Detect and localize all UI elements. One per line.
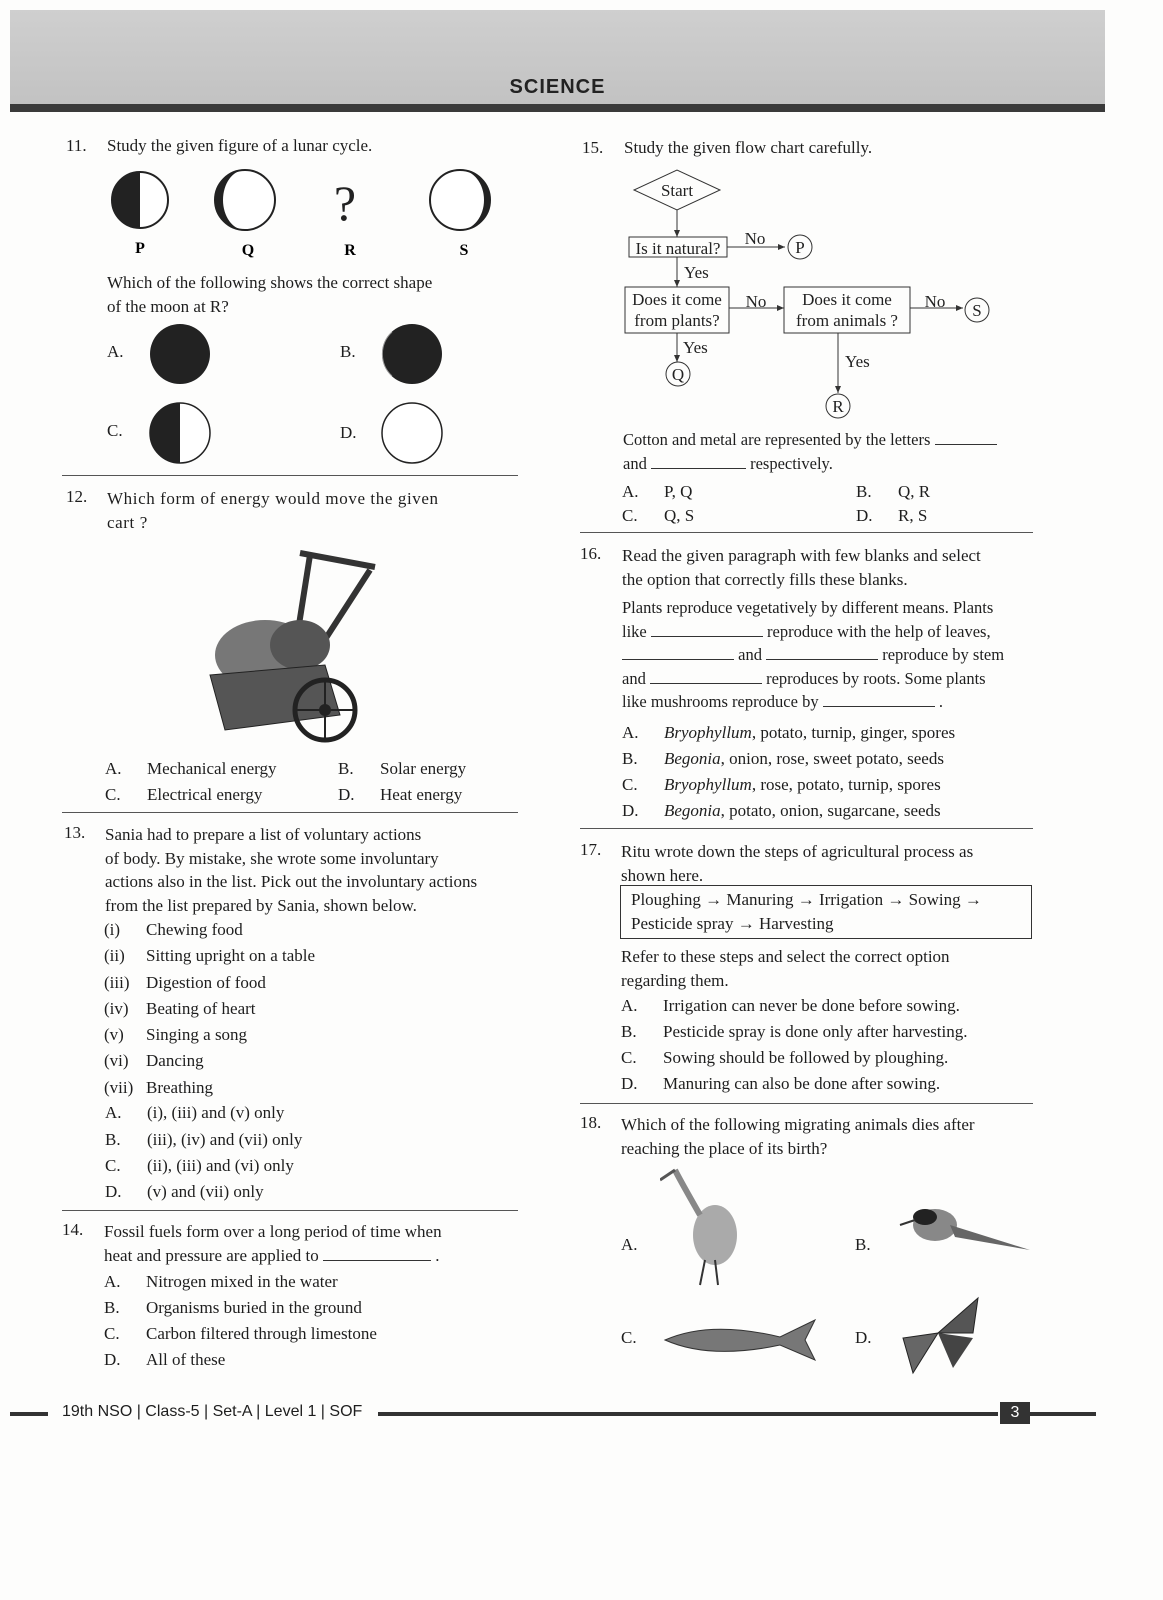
divider — [62, 1210, 518, 1211]
q13-question: Sania had to prepare a list of voluntary actions of body. By mistake, she wrote some involuntary actions also in the list. Pick out the involuntary actions from the list prepared by Sania, shown below. — [105, 825, 478, 915]
q14-number: 14. — [62, 1220, 84, 1239]
q17-option-b[interactable]: B. Pesticide spray is done only after harvesting. — [621, 1022, 968, 1041]
q17-option-c[interactable]: C. Sowing should be followed by ploughing. — [621, 1048, 949, 1067]
q14-option-c[interactable]: C. Carbon filtered through limestone — [104, 1324, 377, 1343]
lunar-cycle-figure — [100, 165, 520, 265]
q15-question: Cotton and metal are represented by the letters and respectively. — [623, 428, 997, 476]
q18-question: Which of the following migrating animals dies after reaching the place of its birth? — [621, 1115, 975, 1158]
q16-option-d[interactable]: D. Begonia, potato, onion, sugarcane, seeds — [622, 801, 941, 820]
label-s: S — [459, 242, 469, 259]
label-r: R — [344, 242, 356, 259]
svg-text:Yes: Yes — [684, 263, 709, 282]
q18-number: 18. — [580, 1113, 602, 1132]
q14-option-a[interactable]: A. Nitrogen mixed in the water — [104, 1272, 338, 1291]
egret-image — [660, 1160, 750, 1290]
q16-question: Read the given paragraph with few blanks and select the option that correctly fills these blanks. — [622, 546, 981, 589]
q18-option-b[interactable]: B. — [855, 1235, 871, 1254]
moon-option-a — [148, 322, 212, 386]
q17-option-a[interactable]: A. Irrigation can never be done before sowing. — [621, 996, 960, 1015]
divider — [580, 532, 1033, 533]
q12-question: Which form of energy would move the given cart ? — [107, 489, 439, 532]
footer — [10, 1402, 1100, 1426]
q13-option-c[interactable]: C. (ii), (iii) and (vi) only — [105, 1156, 294, 1175]
q18-option-d[interactable]: D. — [855, 1328, 872, 1347]
cart-image — [195, 545, 385, 750]
svg-text:S: S — [972, 301, 982, 320]
moon-s — [430, 170, 490, 230]
svg-text:No: No — [744, 229, 766, 248]
q17-option-d[interactable]: D. Manuring can also be done after sowing. — [621, 1074, 941, 1093]
q14-option-b[interactable]: B. Organisms buried in the ground — [104, 1298, 362, 1317]
q11-number: 11. — [66, 136, 87, 155]
q12-option-a[interactable]: A. Mechanical energy — [105, 759, 277, 778]
svg-text:from plants?: from plants? — [634, 311, 720, 330]
q15-option-b[interactable]: B. Q, R — [856, 482, 931, 501]
svg-text:Does it come: Does it come — [802, 290, 892, 309]
q12-option-c[interactable]: C. Electrical energy — [105, 785, 263, 804]
q13-option-d[interactable]: D. (v) and (vii) only — [105, 1182, 264, 1201]
q11-question: Which of the following shows the correct shape of the moon at R? — [107, 273, 433, 316]
svg-text:Does it come: Does it come — [632, 290, 722, 309]
svg-text:P: P — [795, 238, 805, 257]
flow-chart — [600, 160, 1030, 430]
svg-text:No: No — [745, 292, 767, 311]
svg-text:Is it natural?: Is it natural? — [635, 239, 721, 258]
svg-text:from animals ?: from animals ? — [796, 311, 898, 330]
section-title: SCIENCE — [509, 76, 606, 98]
q16-number: 16. — [580, 544, 602, 563]
moon-q — [215, 170, 275, 230]
moon-option-d — [380, 400, 444, 466]
page-number: 3 — [1000, 1402, 1030, 1424]
q12-option-d[interactable]: D. Heat energy — [338, 785, 463, 804]
q17-instruction: Refer to these steps and select the correct option regarding them. — [621, 947, 950, 990]
q17-number: 17. — [580, 840, 602, 859]
label-p: P — [135, 240, 145, 257]
q11-option-a[interactable]: A. — [107, 342, 124, 361]
process-steps-box: Ploughing → Manuring → Irrigation → Sowing → Pesticide spray → Harvesting — [620, 885, 1032, 939]
q12-option-b[interactable]: B. Solar energy — [338, 759, 467, 778]
svg-text:Yes: Yes — [683, 338, 708, 357]
footer-text: 19th NSO | Class-5 | Set-A | Level 1 | SOF — [62, 1403, 363, 1420]
q11-option-c[interactable]: C. — [107, 421, 123, 440]
butterfly-image — [893, 1293, 983, 1378]
svg-text:Q: Q — [671, 365, 685, 384]
q11-option-b[interactable]: B. — [340, 342, 356, 361]
q13-number: 13. — [64, 823, 86, 842]
q11-option-d[interactable]: D. — [340, 423, 357, 442]
moon-option-b — [380, 322, 444, 386]
svg-text:No: No — [924, 292, 946, 311]
q16-option-a[interactable]: A. Bryophyllum, potato, turnip, ginger, spores — [622, 723, 956, 742]
q16-option-b[interactable]: B. Begonia, onion, rose, sweet potato, seeds — [622, 749, 944, 768]
q13-option-b[interactable]: B. (iii), (iv) and (vii) only — [105, 1130, 303, 1149]
q18-option-c[interactable]: C. — [621, 1328, 637, 1347]
q15-option-a[interactable]: A. P, Q — [622, 482, 693, 501]
divider — [62, 475, 518, 476]
moon-p — [112, 172, 168, 228]
q14-option-d[interactable]: D. All of these — [104, 1350, 226, 1369]
svg-text:Yes: Yes — [845, 352, 870, 371]
q15-option-d[interactable]: D. R, S — [856, 506, 928, 525]
q16-option-c[interactable]: C. Bryophyllum, rose, potato, turnip, spores — [622, 775, 941, 794]
unknown-moon-mark: ? — [333, 175, 357, 231]
divider — [580, 828, 1033, 829]
q11-text: Study the given figure of a lunar cycle. — [107, 136, 373, 155]
q15-number: 15. — [582, 138, 604, 157]
moon-option-c — [148, 400, 212, 466]
q13-list: (i) Chewing food (ii) Sitting upright on a table (iii) Digestion of food (iv) Beating of heart (v) Singing a song (vi) Dancing (vii) Breathing — [104, 920, 316, 1097]
q15-option-c[interactable]: C. Q, S — [622, 506, 695, 525]
q13-option-a[interactable]: A. (i), (iii) and (v) only — [105, 1103, 285, 1122]
q18-option-a[interactable]: A. — [621, 1235, 638, 1254]
tern-image — [895, 1195, 1035, 1275]
svg-text:Start: Start — [660, 181, 694, 200]
blank — [323, 1246, 431, 1261]
divider — [580, 1103, 1033, 1104]
q16-paragraph: Plants reproduce vegetatively by different means. Plants like reproduce with the help of leaves, and reproduce by stem and reproduces by roots. Some plants like mushrooms reproduce by . — [622, 598, 1005, 711]
q12-number: 12. — [66, 487, 88, 506]
q17-question: Ritu wrote down the steps of agricultural process as shown here. — [621, 842, 974, 885]
q14-question: Fossil fuels form over a long period of time when heat and pressure are applied to . — [104, 1222, 442, 1265]
label-q: Q — [241, 242, 255, 259]
salmon-image — [660, 1315, 820, 1365]
divider — [62, 812, 518, 813]
q15-text: Study the given flow chart carefully. — [624, 138, 873, 157]
header-rule — [10, 104, 1105, 112]
svg-text:R: R — [832, 397, 844, 416]
